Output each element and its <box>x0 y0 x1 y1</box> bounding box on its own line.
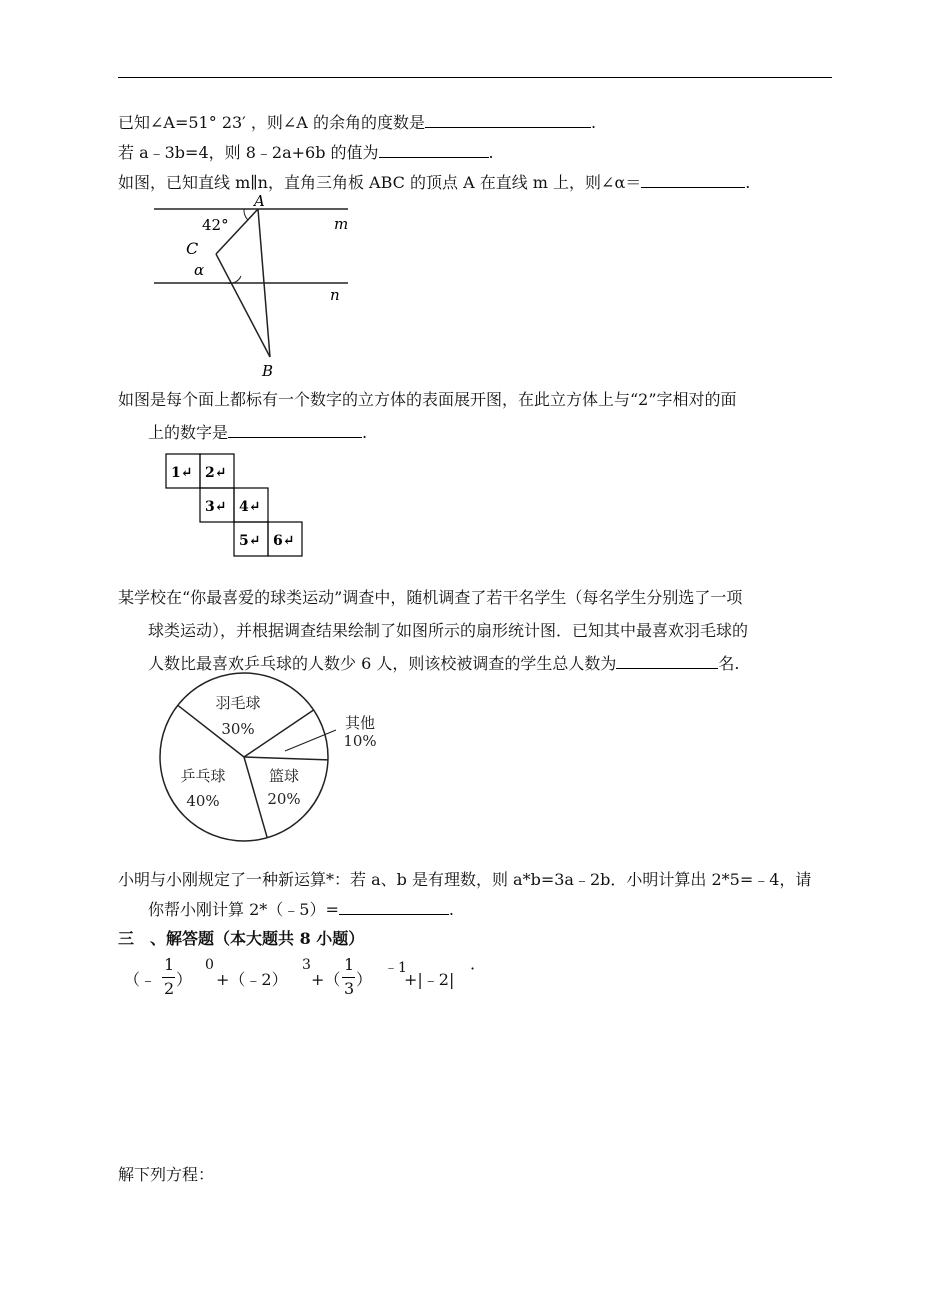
math-expression: （﹣ 1 2 ） 0 +（﹣2） 3 +（ 1 3 ） ﹣1 +|﹣2| · <box>124 955 476 998</box>
slice-other-value: 10% <box>343 732 377 750</box>
section-3-title: 三 、解答题（本大题共 8 小题） <box>118 929 365 948</box>
slice-basketball-value: 20% <box>267 790 301 808</box>
fraction-bar <box>342 977 355 978</box>
question-4-line-1: 如图是每个面上都标有一个数字的立方体的表面展开图，在此立方体上与“2”字相对的面 <box>118 390 737 409</box>
net-face-3-label: 3↵ <box>205 499 227 515</box>
angle-42-label: 42° <box>202 216 229 234</box>
slice-badminton-value: 30% <box>221 720 255 738</box>
net-face-2-label: 2↵ <box>205 465 227 481</box>
fraction-bar <box>162 977 175 978</box>
question-5-line-3: 人数比最喜欢乒乓球的人数少 6 人，则该校被调查的学生总人数为 名. <box>148 654 740 673</box>
question-7: 解下列方程： <box>118 1165 215 1184</box>
net-face-5-label: 5↵ <box>239 533 261 549</box>
cube-net-figure <box>160 448 310 562</box>
question-5-line-2: 球类运动），并根据调查结果绘制了如图所示的扇形统计图．已知其中最喜欢羽毛球的 <box>148 621 749 640</box>
slice-badminton-name: 羽毛球 <box>215 694 261 712</box>
parallel-lines-figure <box>150 192 360 382</box>
slice-basketball-name: 篮球 <box>268 767 300 785</box>
question-5-line-1: 某学校在“你最喜爱的球类运动”调查中，随机调查了若干名学生（每名学生分别选了一项 <box>118 588 743 607</box>
answer-blank[interactable] <box>425 111 591 128</box>
question-6-line-2: 你帮小刚计算 2*（﹣5）= . <box>148 900 454 919</box>
net-face-4-label: 4↵ <box>239 499 261 515</box>
slice-pingpong-name: 乒乓球 <box>180 767 226 785</box>
question-3: 如图，已知直线 m∥n，直角三角板 ABC 的顶点 A 在直线 m 上，则∠α＝ . <box>118 173 751 192</box>
pie-chart <box>150 668 390 852</box>
angle-42-arc <box>244 209 248 220</box>
line-m-label: m <box>334 215 349 233</box>
question-6-line-1: 小明与小刚规定了一种新运算*：若 a、b 是有理数，则 a*b=3a﹣2b．小明计算出 2*5=﹣4，请 <box>118 870 812 889</box>
answer-blank[interactable] <box>228 421 362 438</box>
line-n-label: n <box>330 286 340 304</box>
answer-blank[interactable] <box>616 652 718 669</box>
side-cb <box>216 254 270 357</box>
slice-pingpong-value: 40% <box>186 792 220 810</box>
point-b-label: B <box>262 362 274 380</box>
question-2: 若 a﹣3b=4，则 8﹣2a+6b 的值为 . <box>118 143 494 162</box>
angle-alpha-label: α <box>194 261 205 279</box>
net-face-1-label: 1↵ <box>171 465 193 481</box>
slice-other-name: 其他 <box>344 714 376 732</box>
header-rule <box>118 77 832 78</box>
question-1: 已知∠A=51° 23′ ，则∠A 的余角的度数是 . <box>118 113 597 132</box>
net-face-6-label: 6↵ <box>273 533 295 549</box>
question-4-line-2: 上的数字是 . <box>148 423 368 442</box>
answer-blank[interactable] <box>641 171 745 188</box>
answer-blank[interactable] <box>339 898 449 915</box>
point-a-label: A <box>254 192 265 210</box>
answer-blank[interactable] <box>379 141 489 158</box>
point-c-label: C <box>186 239 199 258</box>
